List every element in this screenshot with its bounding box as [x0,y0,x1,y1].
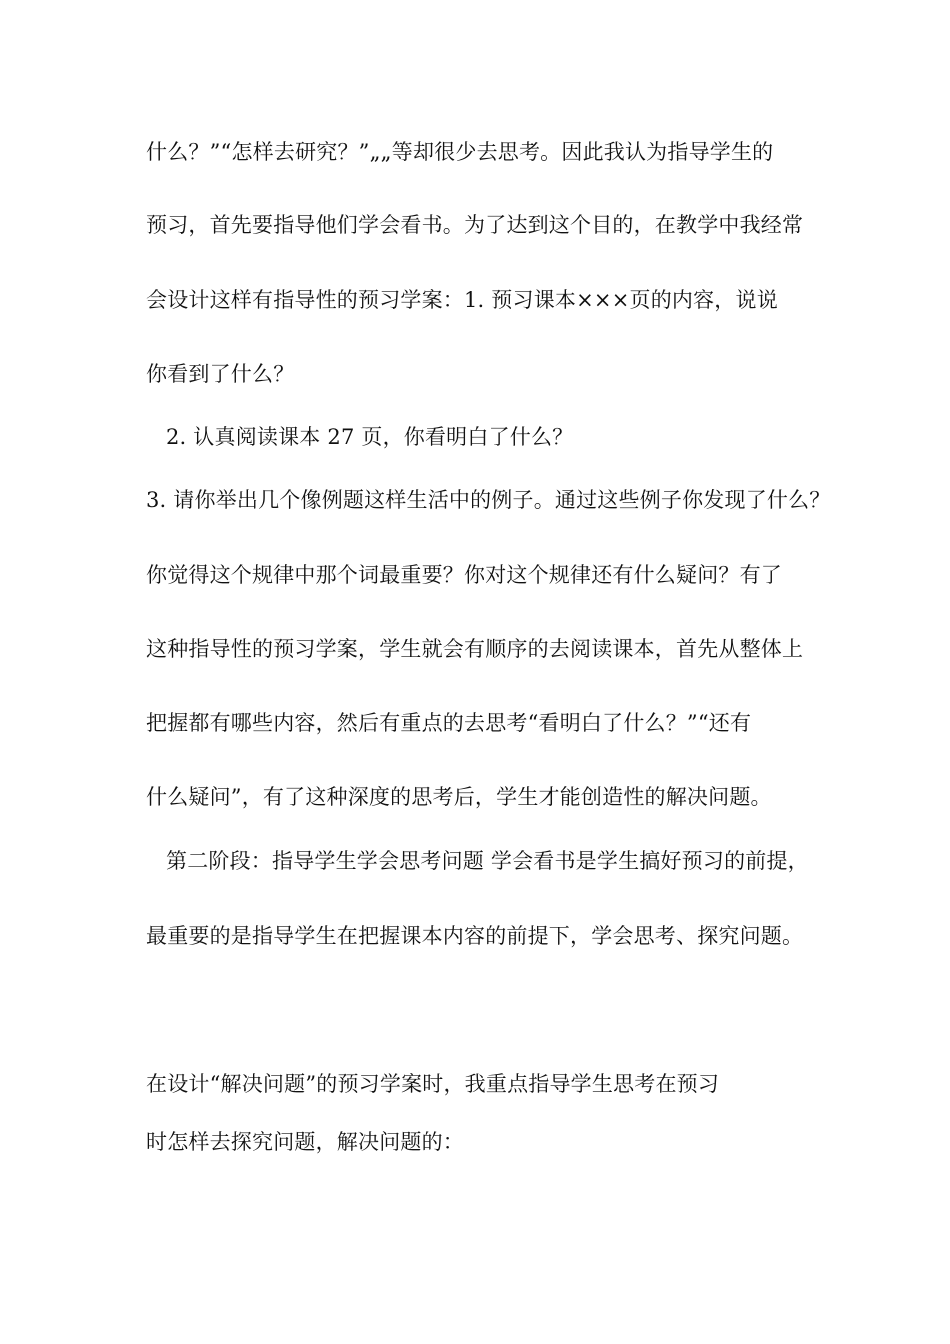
text-line-7: 你觉得这个规律中那个词最重要？你对这个规律还有什么疑问？有了 [146,563,782,587]
text-line-14: 时怎样去探究问题，解决问题的： [146,1130,464,1154]
text-line-5: 2. 认真阅读课本 27 页，你看明白了什么？ [166,425,574,449]
text-line-10: 什么疑问”，有了这种深度的思考后，学生才能创造性的解决问题。 [146,785,772,809]
text-line-9: 把握都有哪些内容，然后有重点的去思考“看明白了什么？”“还有 [146,711,752,735]
text-line-8: 这种指导性的预习学案，学生就会有顺序的去阅读课本，首先从整体上 [146,637,804,661]
text-line-3: 会设计这样有指导性的预习学案：1. 预习课本×××页的内容，说说 [146,288,778,312]
text-line-4: 你看到了什么？ [146,362,295,386]
text-line-11: 第二阶段：指导学生学会思考问题 学会看书是学生搞好预习的前提， [166,849,809,873]
text-line-13: 在设计“解决问题”的预习学案时，我重点指导学生思考在预习 [146,1072,720,1096]
text-line-6: 3. 请你举出几个像例题这样生活中的例子。通过这些例子你发现了什么？ [146,488,831,512]
text-line-12: 最重要的是指导学生在把握课本内容的前提下，学会思考、探究问题。 [146,924,804,948]
text-line-2: 预习，首先要指导他们学会看书。为了达到这个目的，在教学中我经常 [146,213,804,237]
text-line-1: 什么？”“怎样去研究？”„„等却很少去思考。因此我认为指导学生的 [146,140,774,164]
